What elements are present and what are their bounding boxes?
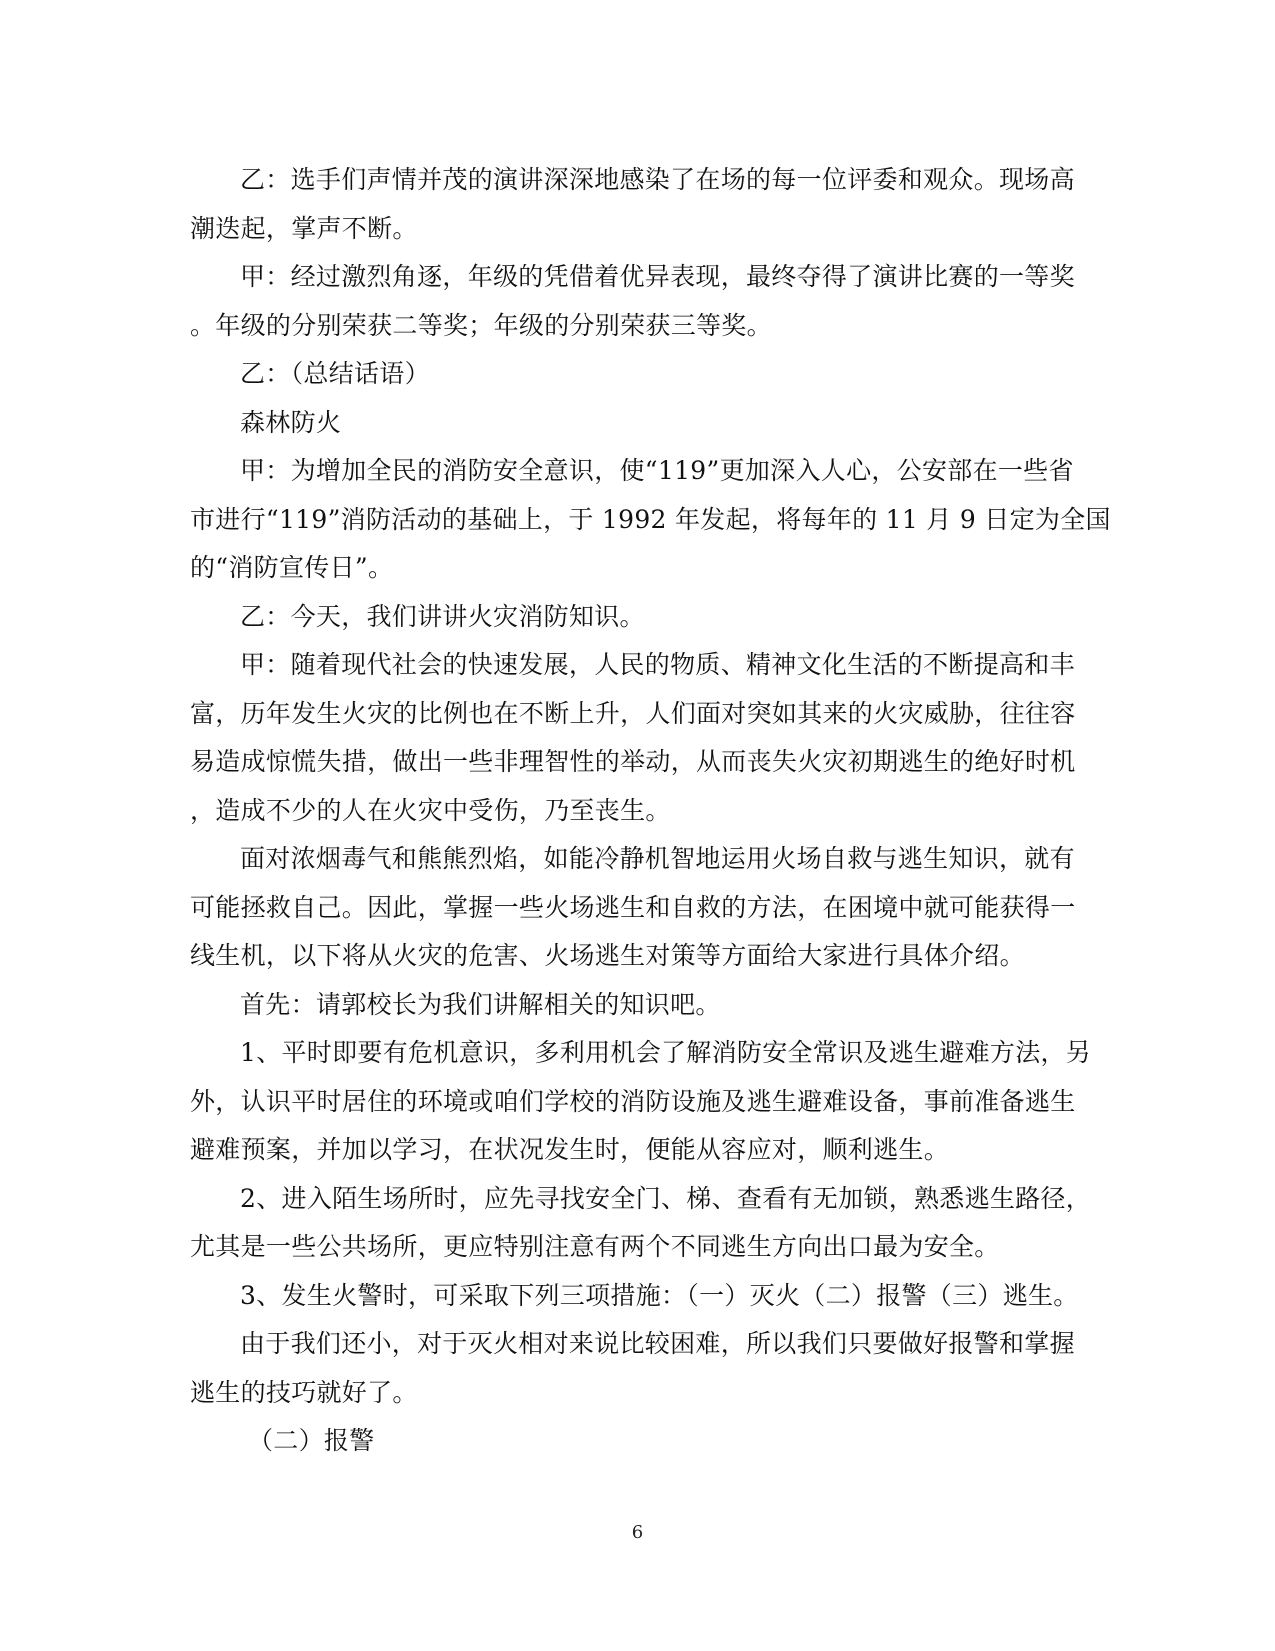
text-line: 由于我们还小，对于灭火相对来说比较困难，所以我们只要做好报警和掌握: [240, 1329, 1075, 1358]
text-line: 易造成惊慌失措，做出一些非理智性的举动，从而丧失火灾初期逃生的绝好时机: [190, 747, 1076, 776]
text-line: 逃生的技巧就好了。: [190, 1377, 418, 1407]
text-line: 富，历年发生火灾的比例也在不断上升，人们面对突如其来的火灾威胁，往往容: [190, 698, 1076, 728]
text-line: 甲：为增加全民的消防安全意识，使“119”更加深入人心，公安部在一些省: [240, 456, 1074, 485]
text-line: 首先：请郭校长为我们讲解相关的知识吧。: [240, 989, 721, 1019]
text-line: 乙：选手们声情并茂的演讲深深地感染了在场的每一位评委和观众。现场高: [240, 165, 1075, 194]
text-line: 乙：今天，我们讲讲火灾消防知识。: [240, 601, 645, 631]
text-line: 外，认识平时居住的环境或咱们学校的消防设施及逃生避难设备，事前准备逃生: [190, 1086, 1076, 1116]
text-line: 。年级的分别荣获二等奖；年级的分别荣获三等奖。: [190, 310, 772, 340]
text-line: 潮迭起，掌声不断。: [190, 213, 418, 243]
body-text: [190, 156, 1111, 1466]
text-line: 线生机，以下将从火灾的危害、火场逃生对策等方面给大家进行具体介绍。: [190, 941, 1025, 970]
text-line: 避难预案，并加以学习，在状况发生时，便能从容应对，顺利逃生。: [190, 1135, 950, 1164]
subsection-title: （二）报警: [248, 1426, 375, 1455]
text-line: 面对浓烟毒气和熊熊烈焰，如能冷静机智地运用火场自救与逃生知识，就有: [240, 844, 1075, 873]
page-number: 6: [631, 1522, 644, 1543]
text-line: 乙：（总结话语）: [240, 359, 430, 388]
text-line: 2、进入陌生场所时，应先寻找安全门、梯、查看有无加锁，熟悉逃生路径，: [240, 1183, 1092, 1213]
text-line: 甲：随着现代社会的快速发展，人民的物质、精神文化生活的不断提高和丰: [240, 650, 1075, 679]
section-title: 森林防火: [240, 407, 342, 437]
text-line: 1、平时即要有危机意识，多利用机会了解消防安全常识及逃生避难方法，另: [240, 1038, 1092, 1067]
text-line: ，造成不少的人在火灾中受伤，乃至丧生。: [190, 795, 671, 825]
text-line: 市进行“119”消防活动的基础上，于 1992 年发起，将每年的 11 月 9 日定为全国: [190, 504, 1111, 534]
text-line: 3、发生火警时，可采取下列三项措施：（一）灭火（二）报警（三）逃生。: [240, 1280, 1079, 1310]
text-line: 可能拯救自己。因此，掌握一些火场逃生和自救的方法，在困境中就可能获得一: [190, 892, 1076, 922]
text-line: 甲：经过激烈角逐，年级的凭借着优异表现，最终夺得了演讲比赛的一等奖: [240, 262, 1075, 291]
text-line: 尤其是一些公共场所，更应特别注意有两个不同逃生方向出口最为安全。: [190, 1232, 1000, 1261]
text-line: 的“消防宣传日”。: [190, 553, 394, 582]
